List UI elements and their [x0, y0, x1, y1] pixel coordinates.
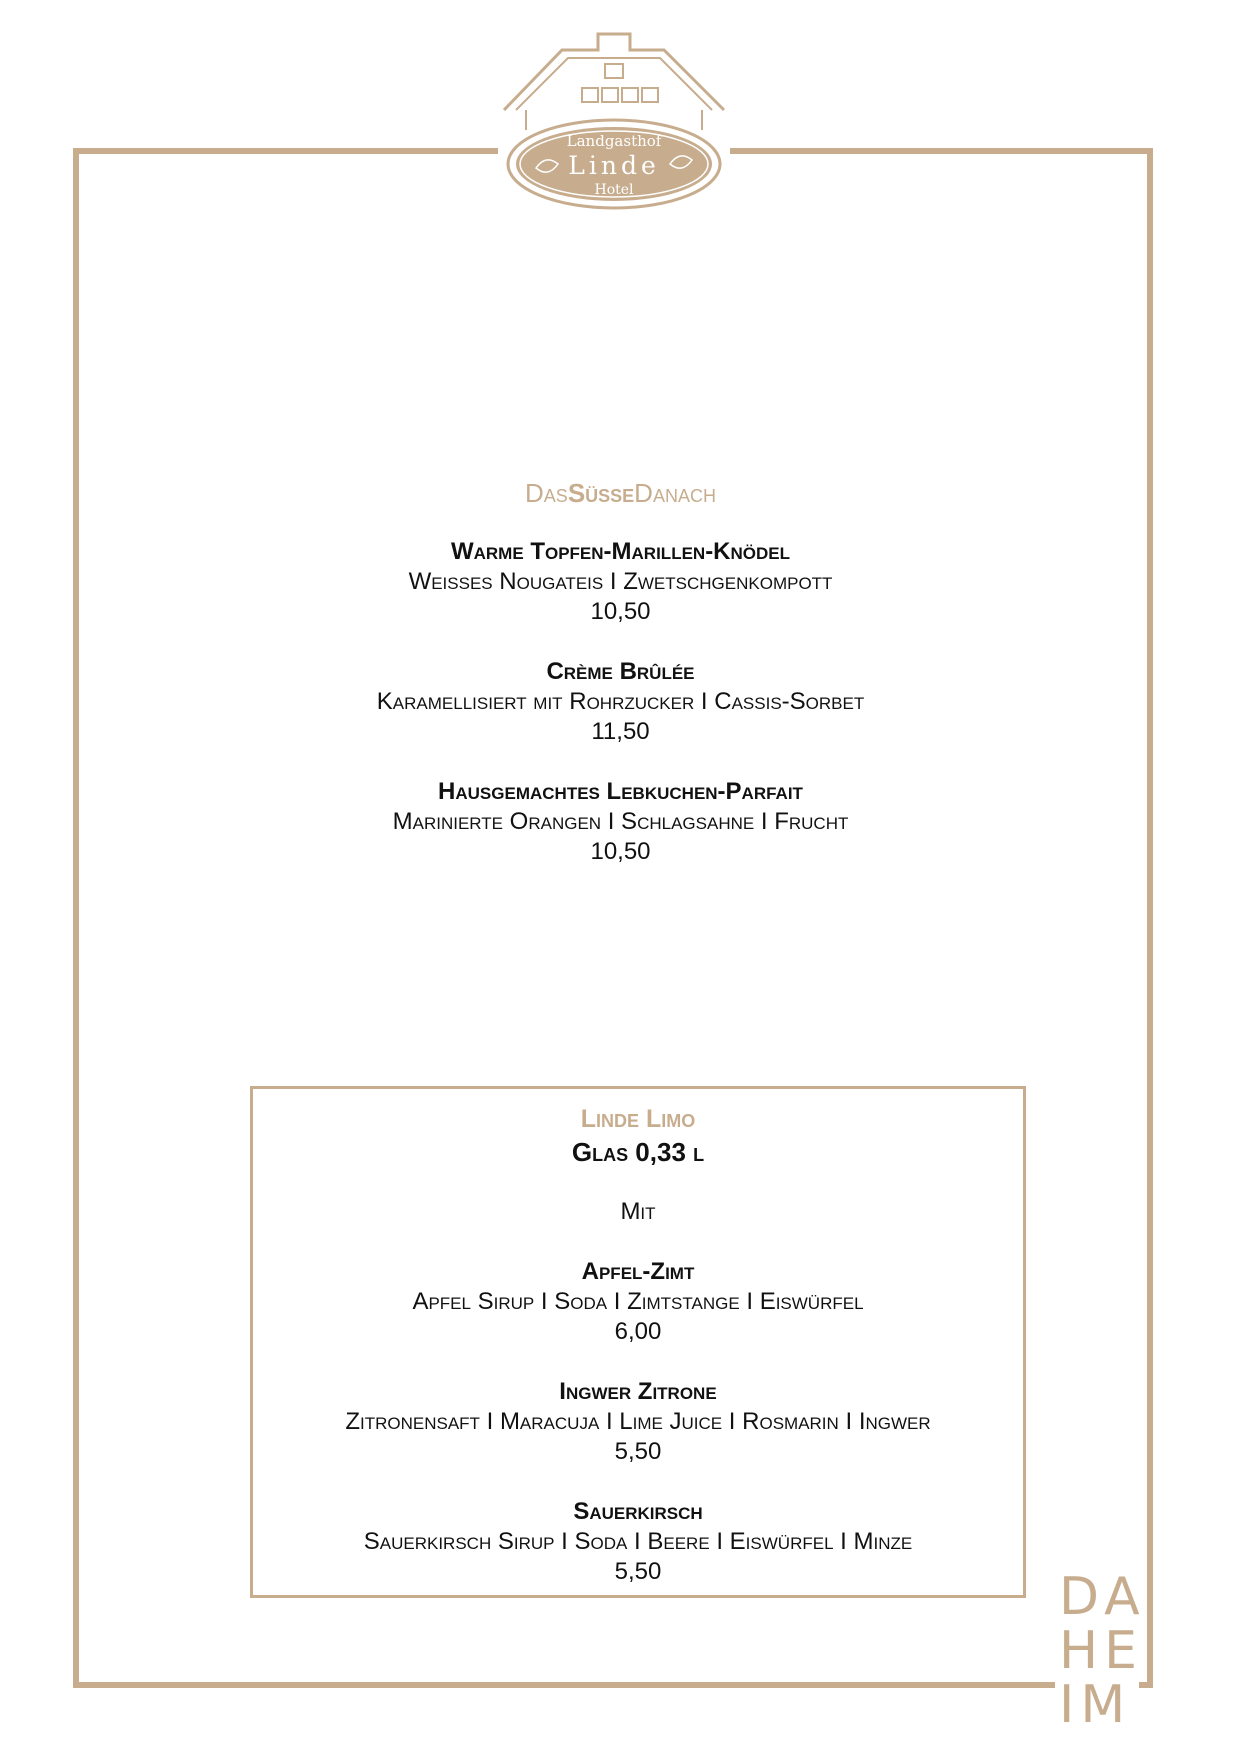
limo-item — [253, 1257, 1023, 1347]
logo-line2: Linde — [568, 151, 660, 180]
limo-price: 5,50 — [614, 1558, 662, 1585]
dessert-list — [0, 537, 1241, 897]
daheim-line1: DA — [1059, 1567, 1146, 1627]
limo-subtitle: Glas 0,33 l — [571, 1137, 705, 1167]
logo-line1: Landgasthof — [566, 132, 662, 150]
logo-line3: Hotel — [594, 182, 634, 198]
limo-desc: Zitronensaft I Maracuja I Lime Juice I Rosmarin I Ingwer — [345, 1408, 931, 1435]
limo-desc: Sauerkirsch Sirup I Soda I Beere I Eiswürfel I Minze — [363, 1528, 913, 1555]
limo-item — [253, 1497, 1023, 1587]
dessert-name: Warme Topfen-Marillen-Knödel — [450, 538, 791, 565]
title-part3: Danach — [634, 478, 716, 508]
limo-title: Linde Limo — [580, 1105, 696, 1133]
daheim-line2: HE — [1059, 1621, 1143, 1681]
limo-name: Apfel-Zimt — [581, 1258, 695, 1285]
limo-box — [250, 1086, 1026, 1598]
limo-price: 6,00 — [614, 1318, 662, 1345]
limo-name: Ingwer Zitrone — [559, 1378, 717, 1405]
dessert-price: 11,50 — [591, 718, 650, 745]
dessert-price: 10,50 — [590, 838, 651, 865]
limo-desc: Apfel Sirup I Soda I Zimtstange I Eiswürfel — [412, 1288, 864, 1315]
title-part2: Süße — [567, 478, 635, 508]
dessert-desc: Weißes Nougateis I Zwetschgenkompott — [408, 568, 833, 595]
limo-mit: Mit — [620, 1198, 656, 1225]
logo — [498, 30, 730, 210]
dessert-item — [0, 537, 1241, 627]
house-logo-icon — [498, 30, 730, 210]
dessert-price: 10,50 — [590, 598, 651, 625]
dessert-item — [0, 657, 1241, 747]
dessert-name: Hausgemachtes Lebkuchen-Parfait — [438, 778, 803, 805]
section-title-desserts — [0, 478, 1241, 509]
dessert-desc: Marinierte Orangen I Schlagsahne I Frucht — [392, 808, 849, 835]
dessert-desc: Karamellisiert mit Rohrzucker I Cassis-Sorbet — [376, 688, 865, 715]
daheim-line3: IM — [1059, 1675, 1132, 1735]
title-part1: Das — [525, 478, 568, 508]
limo-item — [253, 1377, 1023, 1467]
dessert-item — [0, 777, 1241, 867]
dessert-name: Crème Brûlée — [546, 658, 695, 685]
limo-price: 5,50 — [614, 1438, 662, 1465]
limo-name: Sauerkirsch — [573, 1498, 703, 1525]
daheim-wordmark — [1055, 1567, 1146, 1735]
